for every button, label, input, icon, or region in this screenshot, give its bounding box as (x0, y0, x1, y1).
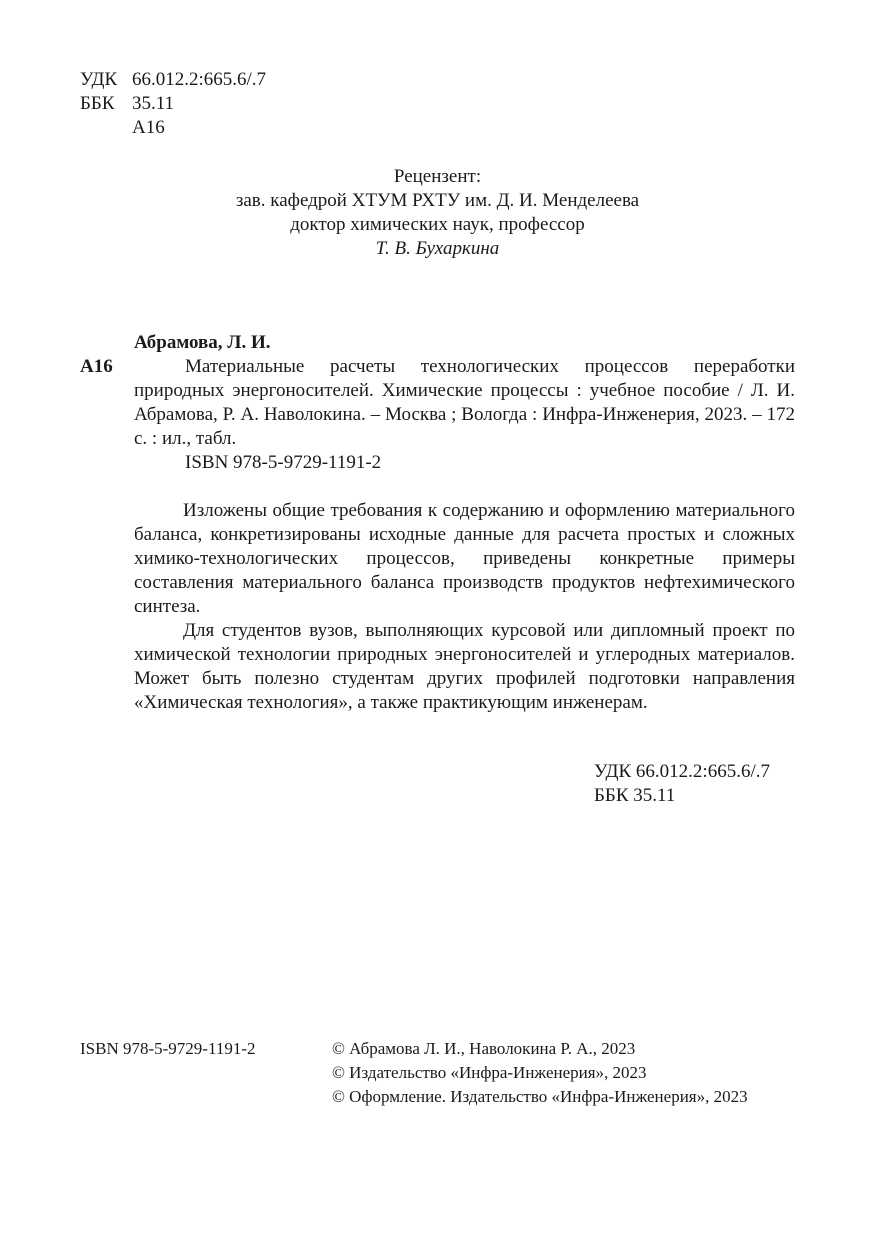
bbk-label: ББК (80, 93, 115, 114)
reviewer-heading: Рецензент: (393, 166, 482, 187)
udk-value: 66.012.2:665.6/.7 (132, 69, 267, 90)
index-codes (594, 760, 770, 808)
biblio-mark: А16 (80, 356, 113, 377)
copyright-block (332, 1037, 748, 1109)
reviewer-block (0, 165, 875, 261)
biblio-isbn: ISBN 978-5-9729-1191-2 (185, 452, 382, 473)
author-mark-row (80, 116, 266, 140)
bbk-value: 35.11 (132, 93, 175, 114)
bbk-row (80, 92, 266, 116)
udk-label: УДК (80, 69, 118, 90)
copyright-design: © Оформление. Издательство «Инфра-Инженерия», 2023 (332, 1087, 748, 1106)
copyright-authors: © Абрамова Л. И., Наволокина Р. А., 2023 (332, 1039, 636, 1058)
reviewer-degree: доктор химических наук, профессор (290, 214, 585, 235)
biblio-description-text: Материальные расчеты технологических процессов переработки природных энергоносителей. Химические процессы : учебное пособие / Л. И. Абрамова, Р. А. Наволокина. – Москва ; Вологда : Инфра-Инженерия, 2023. – 172 с. : ил., табл. (134, 356, 795, 449)
footer-isbn: ISBN 978-5-9729-1191-2 (80, 1039, 256, 1058)
index-bbk: ББК 35.11 (594, 785, 676, 806)
copyright-publisher: © Издательство «Инфра-Инженерия», 2023 (332, 1063, 647, 1082)
reviewer-position: зав. кафедрой ХТУМ РХТУ им. Д. И. Менделеева (235, 190, 640, 211)
abstract-paragraph-1: Изложены общие требования к содержанию и оформлению материального баланса, конкретизированы исходные данные для расчета простых и сложных химико-технологических процессов, приведены конкретные примеры составления материального баланса производств продуктов нефтехимического синтеза. (134, 500, 795, 617)
author-mark: А16 (132, 117, 165, 138)
abstract (134, 499, 795, 715)
biblio-description (134, 355, 795, 451)
reviewer-name: Т. В. Бухаркина (375, 238, 500, 259)
classification-block (80, 68, 266, 140)
udk-row (80, 68, 266, 92)
index-udk: УДК 66.012.2:665.6/.7 (594, 761, 770, 782)
abstract-paragraph-2: Для студентов вузов, выполняющих курсовой или дипломный проект по химической технологии природных энергоносителей и углеродных материалов. Может быть полезно студентам других профилей подготовки направления «Химическая технология», а также практикующим инженерам. (134, 620, 795, 713)
biblio-author: Абрамова, Л. И. (134, 332, 271, 353)
